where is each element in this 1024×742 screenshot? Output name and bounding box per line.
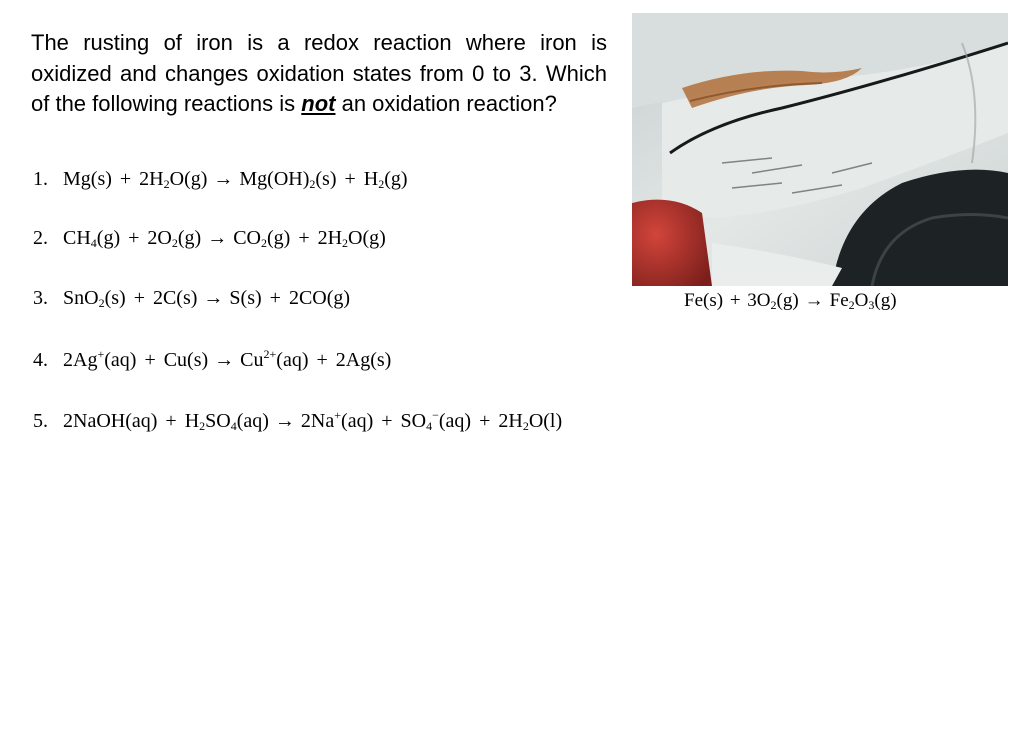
formula-text: (aq) <box>236 410 269 432</box>
formula-text: Mg(s) <box>63 168 112 190</box>
formula-text: Cu <box>240 349 264 371</box>
superscript: − <box>432 408 439 422</box>
subscript: 2 <box>163 177 170 191</box>
formula-text: 2H <box>498 410 523 432</box>
formula-text: Mg(OH) <box>239 168 310 190</box>
formula-text: (aq) <box>341 410 374 432</box>
formula-text: S(s) <box>229 287 262 309</box>
formula-text: (s) <box>104 287 126 309</box>
reaction-arrow: → <box>274 410 295 432</box>
plus-sign: + <box>261 287 289 309</box>
formula-text: O(g) <box>348 227 386 249</box>
superscript: 2+ <box>263 347 277 361</box>
formula-text: (aq) <box>276 349 309 371</box>
reaction-arrow: → <box>804 290 824 311</box>
equation-1 <box>33 168 408 191</box>
subscript: 2 <box>98 296 105 310</box>
formula-text: O <box>854 290 869 311</box>
formula-text: 3O <box>747 290 771 311</box>
formula-text: (aq) <box>104 349 137 371</box>
subscript: 3 <box>868 298 875 312</box>
formula-text: (aq) <box>438 410 472 432</box>
equation-2 <box>33 227 386 250</box>
equation-number: 4. <box>33 349 48 371</box>
formula-text: (g) <box>776 290 799 311</box>
equation-3 <box>33 287 350 310</box>
reaction-arrow: → <box>213 168 234 190</box>
plus-sign: + <box>471 410 499 432</box>
plus-sign: + <box>290 227 318 249</box>
plus-sign: + <box>136 349 164 371</box>
question-text <box>31 28 607 120</box>
subscript: 4 <box>426 419 433 433</box>
formula-text: 2H <box>139 168 164 190</box>
question-text-before: The rusting of iron is a redox reaction where iron is oxidized and changes oxidation states from 0 to 3. Which of the following reactions is <box>31 30 607 116</box>
equation-4 <box>33 349 391 372</box>
formula-text: (s) <box>315 168 337 190</box>
plus-sign: + <box>120 227 148 249</box>
formula-text: 2C(s) <box>152 287 198 309</box>
subscript: 4 <box>90 236 97 250</box>
iron-rusting-equation <box>684 290 897 312</box>
rusted-car-illustration <box>632 13 1008 286</box>
reaction-arrow: → <box>207 227 228 249</box>
subscript: 2 <box>260 236 267 250</box>
formula-text: Cu(s) <box>163 349 209 371</box>
formula-text: Fe(s) <box>684 290 724 311</box>
formula-text: (g) <box>874 290 897 311</box>
equation-number: 3. <box>33 287 48 309</box>
plus-sign: + <box>336 168 364 190</box>
question-emphasis: not <box>301 91 336 116</box>
plus-sign: + <box>157 410 185 432</box>
equation-number: 2. <box>33 227 48 249</box>
formula-text: 2Ag <box>63 349 98 371</box>
formula-text: CH <box>63 227 91 249</box>
reaction-arrow: → <box>203 287 224 309</box>
formula-text: (g) <box>384 168 408 190</box>
formula-text: (g) <box>266 227 291 249</box>
subscript: 2 <box>199 419 206 433</box>
formula-text: O(g) <box>169 168 208 190</box>
formula-text: CO <box>233 227 261 249</box>
subscript: 2 <box>848 298 855 312</box>
formula-text: 2CO(g) <box>288 287 351 309</box>
formula-text: 2NaOH(aq) <box>63 410 158 432</box>
formula-text: Fe <box>829 290 849 311</box>
question-text-after: an oxidation reaction? <box>335 91 557 116</box>
formula-text: H <box>363 168 379 190</box>
subscript: 2 <box>171 236 178 250</box>
formula-text: SnO <box>63 287 99 309</box>
equation-number: 5. <box>33 410 48 432</box>
formula-text: 2Ag(s) <box>335 349 392 371</box>
reaction-arrow: → <box>214 349 235 371</box>
plus-sign: + <box>308 349 336 371</box>
formula-text: 2Na <box>300 410 335 432</box>
plus-sign: + <box>373 410 401 432</box>
subscript: 4 <box>230 419 237 433</box>
plus-sign: + <box>125 287 153 309</box>
subscript: 2 <box>342 236 349 250</box>
plus-sign: + <box>111 168 140 190</box>
formula-text: 2O <box>147 227 172 249</box>
formula-text: SO <box>205 410 231 432</box>
rusted-car-photo <box>632 13 1008 286</box>
formula-text: SO <box>400 410 427 432</box>
equation-5 <box>33 410 562 433</box>
subscript: 2 <box>378 177 385 191</box>
superscript: + <box>334 408 342 422</box>
formula-text: H <box>184 410 200 432</box>
formula-text: O(l) <box>528 410 563 432</box>
superscript: + <box>97 347 105 361</box>
formula-text: 2H <box>317 227 343 249</box>
subscript: 2 <box>309 177 316 191</box>
formula-text: (g) <box>177 227 202 249</box>
formula-text: (g) <box>96 227 121 249</box>
equation-number: 1. <box>33 168 48 190</box>
subscript: 2 <box>522 419 529 433</box>
subscript: 2 <box>770 298 777 312</box>
plus-sign: + <box>723 290 748 311</box>
